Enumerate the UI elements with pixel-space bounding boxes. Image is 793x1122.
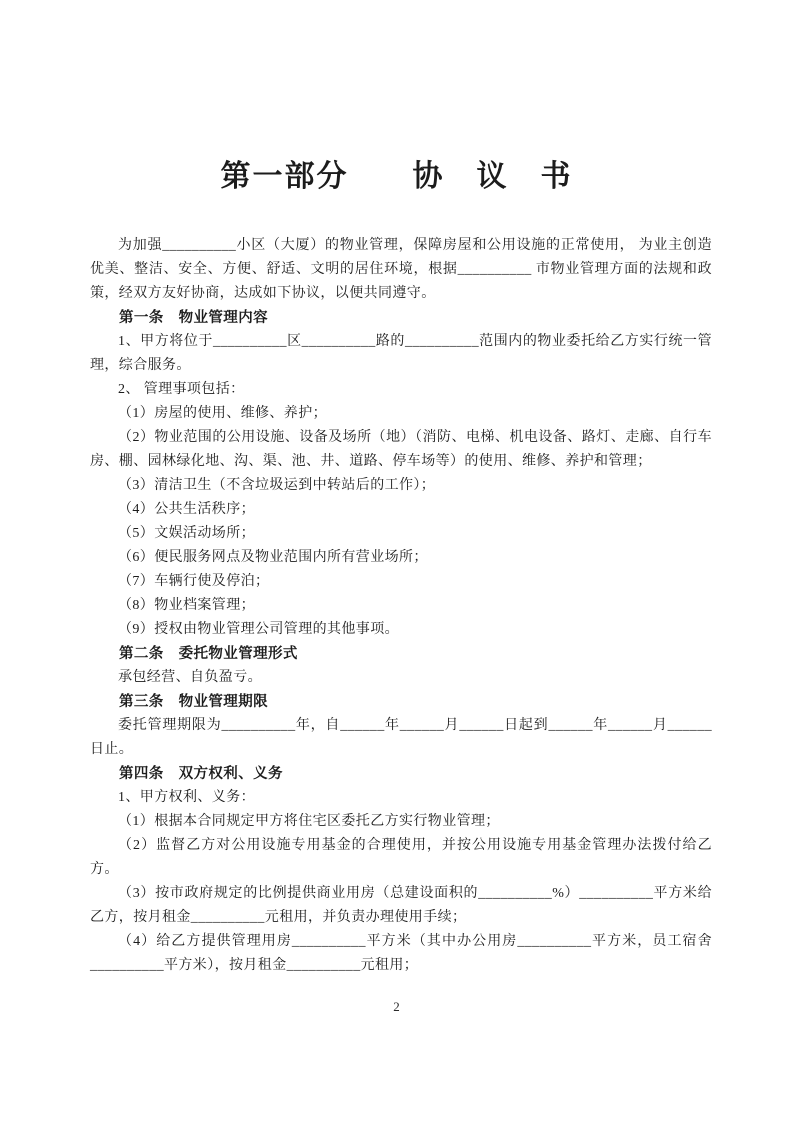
paragraph: （1）根据本合同规定甲方将住宅区委托乙方实行物业管理； [118,814,500,829]
paragraph: （6）便民服务网点及物业范围内所有营业场所； [118,550,428,565]
paragraph: 1、甲方权利、义务： [118,790,255,805]
page-number: 2 [393,999,400,1014]
paragraph: （9）授权由物业管理公司管理的其他事项。 [118,622,399,637]
paragraph: 为加强__________小区（大厦）的物业管理，保障房屋和公用设施的正常使用， 为业主创造优美、整洁、安全、方便、舒适、文明的居住环境，根据__________ 市物业管理方面的法规和政策，经双方友好协商，达成如下协议，以便共同遵守。 [90,238,712,301]
document-title: 第一部分 协 议 书 [220,160,573,193]
paragraph: （5）文娱活动场所； [118,526,255,541]
paragraph: （1）房屋的使用、维修、养护； [118,406,327,421]
section-heading: 第一条 物业管理内容 [119,310,268,326]
paragraph: （3）按市政府规定的比例提供商业用房（总建设面积的__________%）__________平方米给乙方，按月租金__________元租用，并负责办理使用手续； [90,886,712,925]
section-heading: 第三条 物业管理期限 [119,694,268,710]
paragraph: （2）监督乙方对公用设施专用基金的合理使用，并按公用设施专用基金管理办法拨付给乙方。 [90,838,712,877]
paragraph: （4）给乙方提供管理用房__________平方米（其中办公用房__________平方米，员工宿舍__________平方米），按月租金__________元租用； [90,934,712,973]
paragraph: 1、甲方将位于__________区__________路的__________范围内的物业委托给乙方实行统一管理，综合服务。 [90,334,712,373]
paragraph: （3）清洁卫生（不含垃圾运到中转站后的工作）； [118,478,436,493]
paragraph: （4）公共生活秩序； [118,502,255,517]
section-heading: 第二条 委托物业管理形式 [119,646,298,662]
paragraph: （2）物业范围的公用设施、设备及场所（地）（消防、电梯、机电设备、路灯、走廊、自行车房、棚、园林绿化地、沟、渠、池、井、道路、停车场等）的使用、维修、养护和管理； [90,430,712,469]
paragraph: （7）车辆行使及停泊； [118,574,270,589]
paragraph: （8）物业档案管理； [118,598,255,613]
paragraph: 2、 管理事项包括： [118,382,245,397]
section-heading: 第四条 双方权利、义务 [119,766,283,782]
paragraph: 委托管理期限为__________年，自______年______月______日起到______年______月______日止。 [90,718,712,757]
paragraph: 承包经营、自负盈亏。 [118,670,262,685]
document-body [90,234,712,978]
